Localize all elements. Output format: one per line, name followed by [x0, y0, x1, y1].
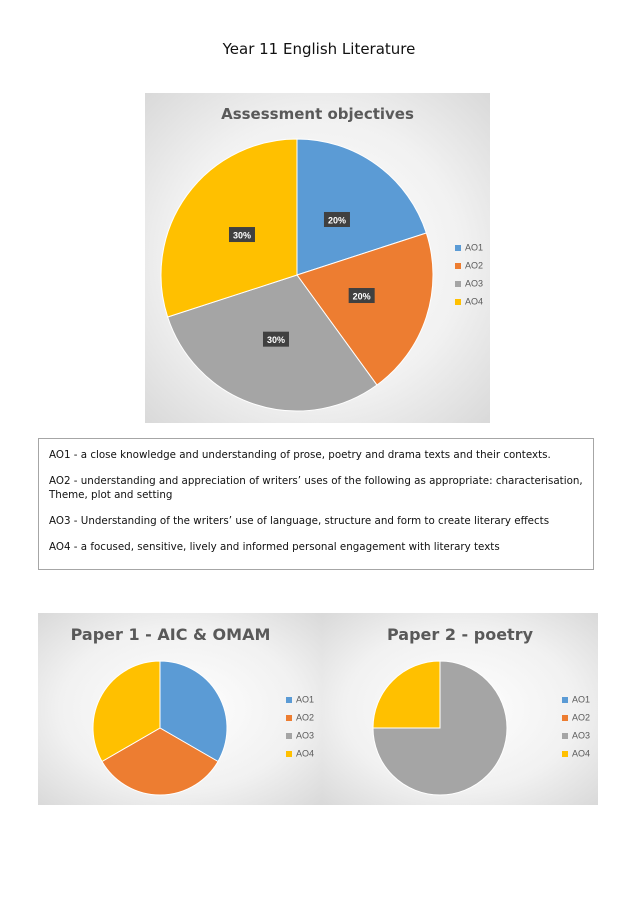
chart-legend: [286, 690, 314, 762]
legend-label: AO2: [465, 260, 484, 271]
legend-item-ao3: [455, 274, 483, 292]
objective-ao1: AO1 - a close knowledge and understanding of prose, poetry and drama texts and their contexts.: [49, 449, 551, 461]
data-label-ao4: [229, 227, 255, 242]
objectives-description-box: [38, 438, 594, 570]
pie-chart-svg: [145, 93, 490, 423]
paper-2-chart: [322, 613, 598, 805]
document-title: Year 11 English Literature: [222, 40, 416, 58]
legend-item-ao2: [562, 708, 590, 726]
legend-swatch: [455, 281, 461, 287]
legend-item-ao1: [286, 690, 314, 708]
pie-slice-ao4: [373, 661, 440, 728]
legend-label: AO3: [296, 730, 315, 741]
data-label-text: 30%: [266, 335, 285, 346]
legend-label: AO1: [465, 242, 484, 253]
legend-label: AO3: [572, 730, 591, 741]
legend-item-ao3: [286, 726, 314, 744]
legend-swatch: [455, 299, 461, 305]
legend-swatch: [562, 751, 568, 757]
legend-item-ao4: [562, 744, 590, 762]
data-label-text: 20%: [327, 215, 346, 226]
legend-swatch: [286, 715, 292, 721]
paper-1-chart: [38, 613, 322, 805]
chart-title: Assessment objectives: [221, 105, 414, 123]
legend-item-ao2: [455, 256, 483, 274]
legend-swatch: [455, 245, 461, 251]
legend-swatch: [455, 263, 461, 269]
legend-item-ao3: [562, 726, 590, 744]
chart-title: Paper 2 - poetry: [386, 625, 534, 644]
assessment-objectives-chart: [145, 93, 490, 423]
legend-item-ao1: [562, 690, 590, 708]
legend-label: AO2: [572, 712, 591, 723]
objective-ao4: AO4 - a focused, sensitive, lively and informed personal engagement with literary texts: [49, 541, 500, 553]
data-label-ao1: [324, 212, 350, 227]
data-label-ao3: [263, 332, 289, 347]
pie-chart-svg: [38, 613, 322, 805]
legend-item-ao4: [455, 292, 483, 310]
chart-legend: [562, 690, 590, 762]
data-label-text: 30%: [232, 230, 251, 241]
legend-label: AO1: [296, 694, 315, 705]
objective-ao2: AO2 - understanding and appreciation of writers’ uses of the following as appropriate: characterisation, Theme, plot and setting: [49, 475, 583, 501]
legend-label: AO2: [296, 712, 315, 723]
legend-item-ao2: [286, 708, 314, 726]
legend-swatch: [562, 697, 568, 703]
legend-label: AO3: [465, 278, 484, 289]
legend-label: AO4: [296, 748, 315, 759]
data-label-text: 20%: [352, 291, 371, 302]
legend-swatch: [286, 733, 292, 739]
objective-ao3: AO3 - Understanding of the writers’ use of language, structure and form to create literary effects: [49, 515, 550, 527]
legend-item-ao1: [455, 238, 483, 256]
legend-label: AO4: [465, 296, 484, 307]
data-label-ao2: [349, 288, 375, 303]
chart-legend: [455, 238, 483, 310]
legend-swatch: [562, 715, 568, 721]
legend-label: AO1: [572, 694, 591, 705]
legend-swatch: [286, 751, 292, 757]
legend-swatch: [286, 697, 292, 703]
pie-chart-svg: [322, 613, 598, 805]
chart-title: Paper 1 - AIC & OMAM: [70, 625, 271, 644]
legend-swatch: [562, 733, 568, 739]
legend-label: AO4: [572, 748, 591, 759]
legend-item-ao4: [286, 744, 314, 762]
